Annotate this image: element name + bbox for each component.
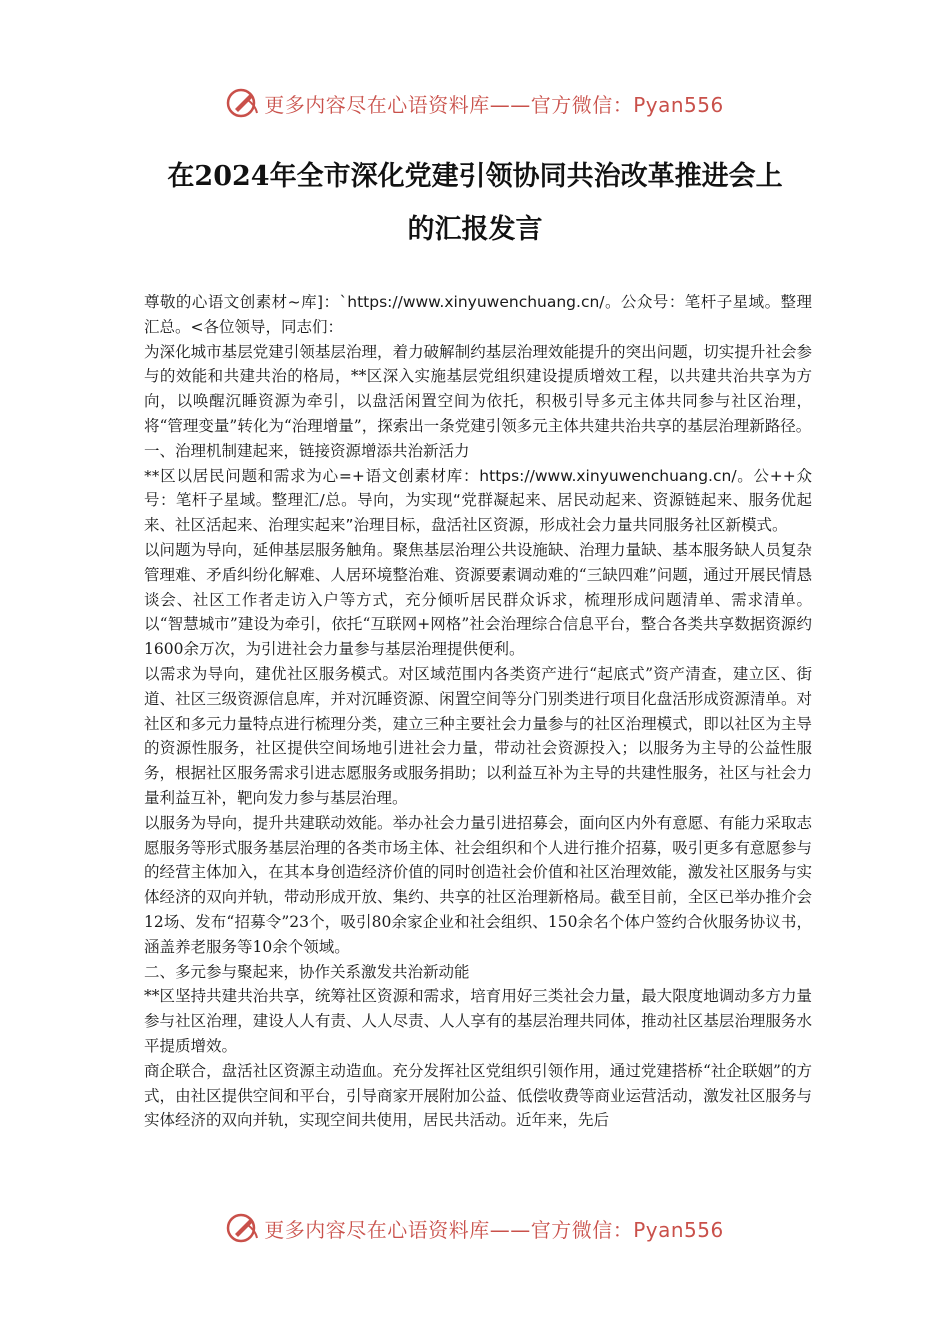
paragraph: 以问题为导向，延伸基层服务触角。聚焦基层治理公共设施缺、治理力量缺、基本服务缺人员复杂管理难、矛盾纠纷化解难、人居环境整治难、资源要素调动难的“三缺四难”问题，通过开展民情恳谈会、社区工作者走访入户等方式，充分倾听居民群众诉求，梳理形成问题清单、需求清单。以“智慧城市”建设为牵引，依托“互联网+网格”社会治理综合信息平台，整合各类共享数据资源约1600余万次，为引进社会力量参与基层治理提供便利。 [144, 540, 812, 659]
paragraph: 尊敬的心语文创素材~库]：`https://www.xinyuwenchuang.cn/。公众号：笔杆子星域。整理汇总。<各位领导，同志们： [144, 293, 812, 336]
document-title [110, 150, 840, 256]
section-heading: 二、多元参与聚起来，协作关系激发共治新动能 [144, 962, 470, 981]
paragraph: 以服务为导向，提升共建联动效能。举办社会力量引进招募会，面向区内外有意愿、有能力采取志愿服务等形式服务基层治理的各类市场主体、社会组织和个人进行推介招募，吸引更多有意愿参与的经营主体加入，在其本身创造经济价值的同时创造社会价值和社区治理效能，激发社区服务与实体经济的双向并轨，带动形成开放、集约、共享的社区治理新格局。截至目前，全区已举办推介会12场、发布“招募令”23个，吸引80余家企业和社会组织、150余名个体户签约合伙服务协议书，涵盖养老服务等10余个领域。 [144, 813, 812, 956]
banner-text: 更多内容尽在心语资料库——官方微信：Pyan556 [264, 1217, 724, 1242]
paragraph: 商企联合，盘活社区资源主动造血。充分发挥社区党组织引领作用，通过党建搭桥“社企联姻”的方式，由社区提供空间和平台，引导商家开展附加公益、低偿收费等商业运营活动，激发社区服务与实体经济的双向并轨，实现空间共使用，居民共活动。近年来，先后 [144, 1061, 812, 1130]
logo-icon [226, 1211, 260, 1245]
paragraph: **区坚持共建共治共享，统筹社区资源和需求，培育用好三类社会力量，最大限度地调动多方力量参与社区治理，建设人人有责、人人尽责、人人享有的基层治理共同体，推动社区基层治理服务水平提质增效。 [144, 987, 812, 1055]
document-body [144, 290, 812, 1133]
logo-icon [226, 86, 260, 120]
paragraph: 为深化城市基层党建引领基层治理，着力破解制约基层治理效能提升的突出问题，切实提升社会参与的效能和共建共治的格局，**区深入实施基层党组织建设提质增效工程，以共建共治共享为方向，以唤醒沉睡资源为牵引，以盘活闲置空间为依托，积极引导多元主体共同参与社区治理，将“管理变量”转化为“治理增量”，探索出一条党建引领多元主体共建共治共享的基层治理新路径。 [144, 342, 812, 435]
section-heading: 一、治理机制建起来，链接资源增添共治新活力 [144, 441, 470, 460]
paragraph: 以需求为导向，建优社区服务模式。对区域范围内各类资产进行“起底式”资产清查，建立区、街道、社区三级资源信息库，并对沉睡资源、闲置空间等分门别类进行项目化盘活形成资源清单。对社区和多元力量特点进行梳理分类，建立三种主要社会力量参与的社区治理模式，即以社区为主导的资源性服务，社区提供空间场地引进社会力量，带动社会资源投入；以服务为主导的公益性服务，根据社区服务需求引进志愿服务或服务捐助；以利益互补为主导的共建性服务，社区与社会力量利益互补，靶向发力参与基层治理。 [144, 664, 812, 807]
header-banner [0, 83, 950, 123]
title-line-1: 在2024年全市深化党建引领协同共治改革推进会上 [167, 161, 783, 192]
banner-text: 更多内容尽在心语资料库——官方微信：Pyan556 [264, 92, 724, 117]
title-line-2: 的汇报发言 [407, 214, 543, 245]
paragraph: **区以居民问题和需求为心=+语文创素材库：https://www.xinyuwenchuang.cn/。公++众号：笔杆子星域。整理汇/总。导向，为实现“党群凝起来、居民动起来、资源链起来、服务优起来、社区活起来、治理实起来”治理目标，盘活社区资源，形成社会力量共同服务社区新模式。 [144, 466, 812, 535]
footer-banner [0, 1208, 950, 1248]
